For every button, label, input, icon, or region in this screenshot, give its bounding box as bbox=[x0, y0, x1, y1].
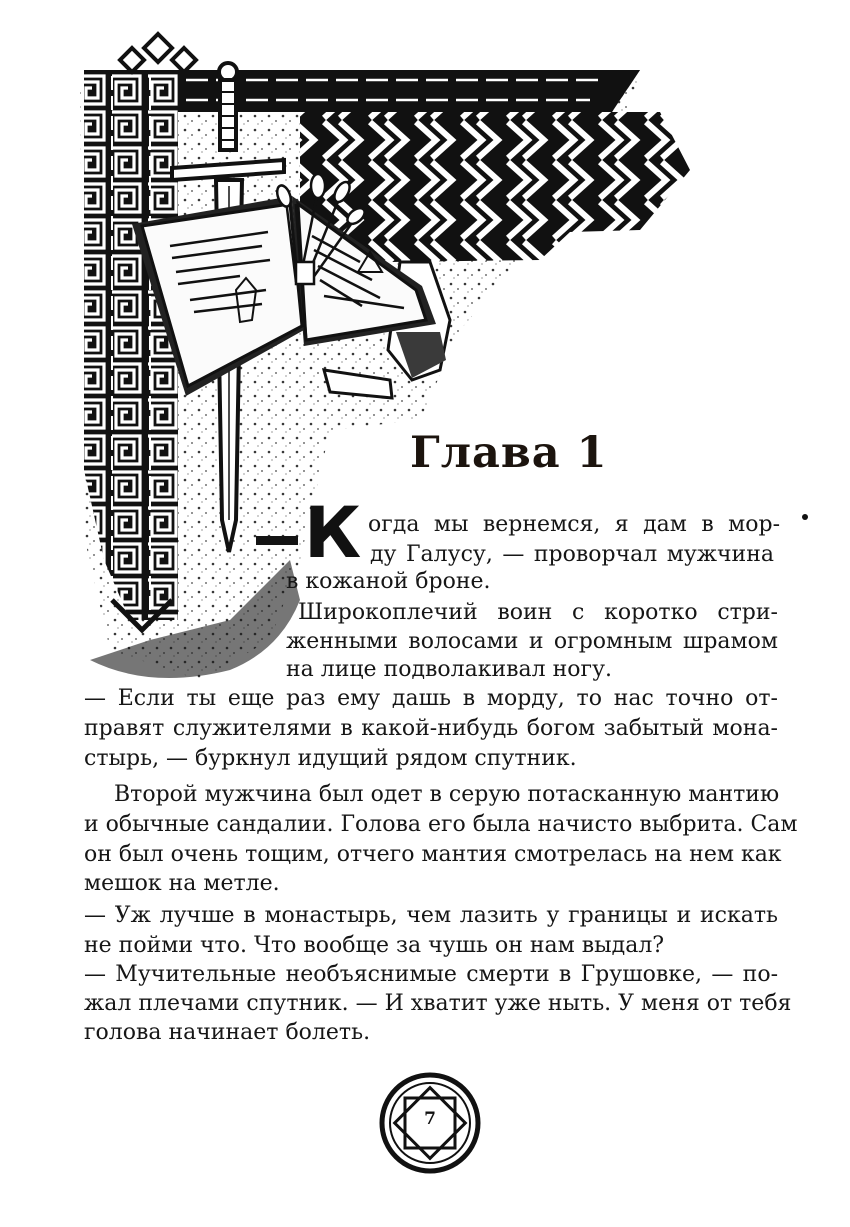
text-line: он был очень тощим, отчего мантия смотрелась на нем как bbox=[84, 842, 782, 867]
text-line: стырь, — буркнул идущий рядом спутник. bbox=[84, 746, 577, 771]
page-number: 7 bbox=[424, 1109, 436, 1129]
text-line: на лице подволакивал ногу. bbox=[286, 657, 613, 682]
drop-dash bbox=[256, 536, 298, 545]
text-line: голова начинает болеть. bbox=[84, 1020, 371, 1045]
text-line: Широкоплечий воин с коротко стри- bbox=[298, 600, 778, 625]
drop-cap: К bbox=[304, 492, 362, 574]
text-line: не пойми что. Что вообще за чушь он нам выдал? bbox=[84, 933, 665, 958]
text-line: — Если ты еще раз ему дашь в морду, то нас точно от- bbox=[84, 686, 778, 711]
text-line: в кожаной броне. bbox=[286, 569, 491, 594]
text-line: ду Галусу, — проворчал мужчина bbox=[370, 542, 774, 567]
text-line: правят служителями в какой-нибудь богом забытый мона- bbox=[84, 716, 778, 741]
text-line: и обычные сандалии. Голова его была начисто выбрита. Сам bbox=[84, 812, 798, 837]
text-line: мешок на метле. bbox=[84, 871, 280, 896]
text-line: — Мучительные необъяснимые смерти в Грушовке, — по- bbox=[84, 962, 778, 987]
text-line: — Уж лучше в монастырь, чем лазить у границы и искать bbox=[84, 903, 778, 928]
chapter-title: Глава 1 bbox=[410, 428, 608, 478]
text-line: огда мы вернемся, я дам в мор- bbox=[368, 512, 780, 537]
text-line: Второй мужчина был одет в серую потасканную мантию bbox=[114, 782, 780, 807]
text-line: женными волосами и огромным шрамом bbox=[286, 629, 778, 654]
text-line: жал плечами спутник. — И хватит уже ныть. У меня от тебя bbox=[84, 991, 792, 1016]
